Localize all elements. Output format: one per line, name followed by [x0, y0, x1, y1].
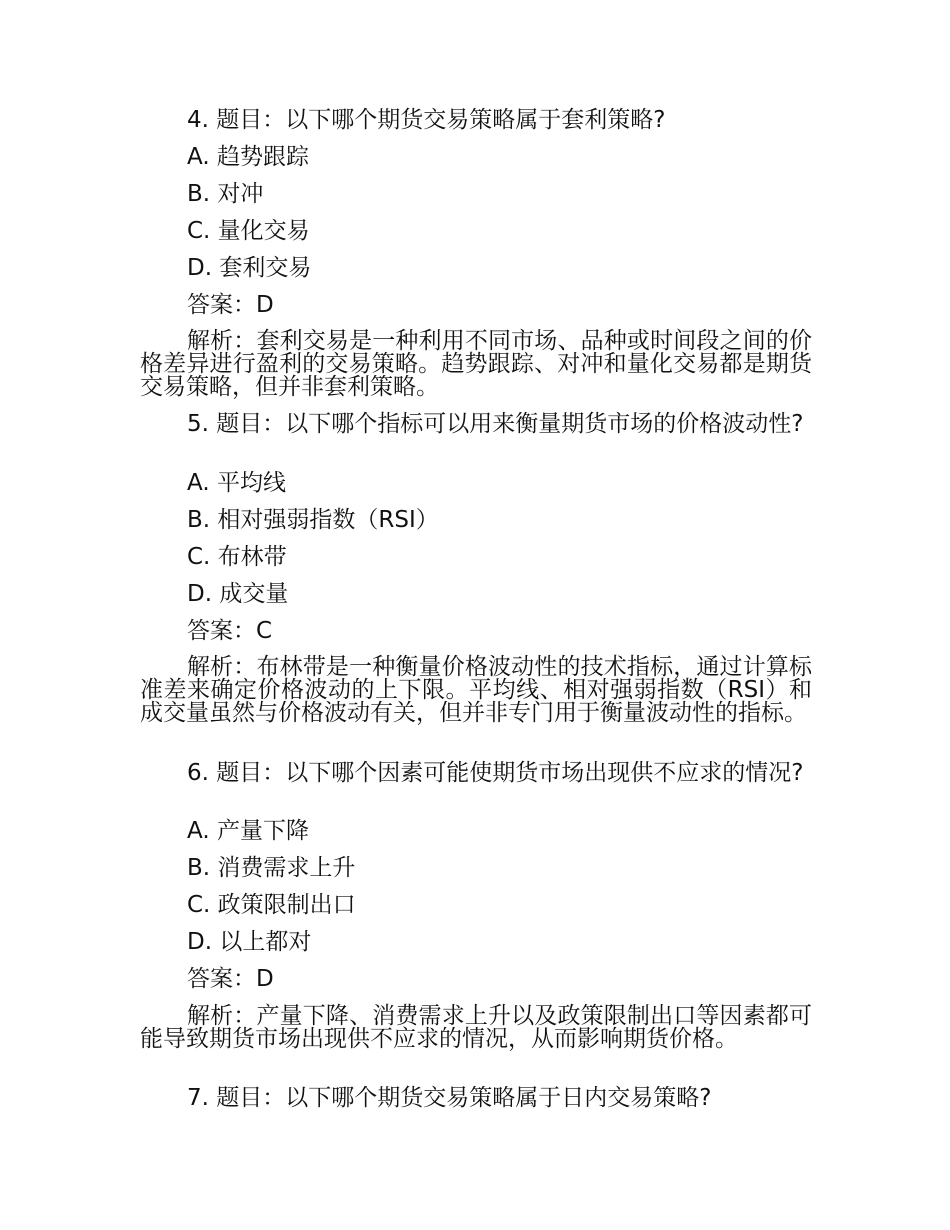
q5-option-b: B. 相对强弱指数（RSI）: [187, 507, 439, 533]
q5-analysis: 解析：布林带是一种衡量价格波动性的技术指标，通过计算标准差来确定价格波动的上下限。平均线、相对强弱指数（RSI）和成交量虽然与价格波动有关，但并非专门用于衡量波动性的指标。: [140, 654, 812, 726]
q6-option-c: C. 政策限制出口: [187, 892, 356, 918]
q4-analysis: 解析：套利交易是一种利用不同市场、品种或时间段之间的价格差异进行盈利的交易策略。趋势跟踪、对冲和量化交易都是期货交易策略，但并非套利策略。: [140, 328, 812, 400]
question-6: 6. 题目：以下哪个因素可能使期货市场出现供不应求的情况?: [187, 760, 804, 786]
q4-answer: 答案：D: [187, 292, 274, 318]
q5-option-d: D. 成交量: [187, 581, 289, 607]
q6-option-d: D. 以上都对: [187, 929, 312, 955]
q5-option-c: C. 布林带: [187, 544, 287, 570]
q4-option-d: D. 套利交易: [187, 255, 312, 281]
q6-option-b: B. 消费需求上升: [187, 855, 356, 881]
q5-answer: 答案：C: [187, 618, 273, 644]
q5-option-a: A. 平均线: [187, 470, 286, 496]
q6-analysis: 解析：产量下降、消费需求上升以及政策限制出口等因素都可能导致期货市场出现供不应求的情况，从而影响期货价格。: [140, 1003, 812, 1052]
q6-option-a: A. 产量下降: [187, 818, 309, 844]
question-4: 4. 题目：以下哪个期货交易策略属于套利策略?: [187, 107, 666, 133]
question-5: 5. 题目：以下哪个指标可以用来衡量期货市场的价格波动性?: [187, 411, 804, 437]
q6-answer: 答案：D: [187, 966, 274, 992]
q4-option-c: C. 量化交易: [187, 218, 310, 244]
q4-option-a: A. 趋势跟踪: [187, 144, 309, 170]
question-7: 7. 题目：以下哪个期货交易策略属于日内交易策略?: [187, 1085, 712, 1111]
q4-option-b: B. 对冲: [187, 181, 264, 207]
